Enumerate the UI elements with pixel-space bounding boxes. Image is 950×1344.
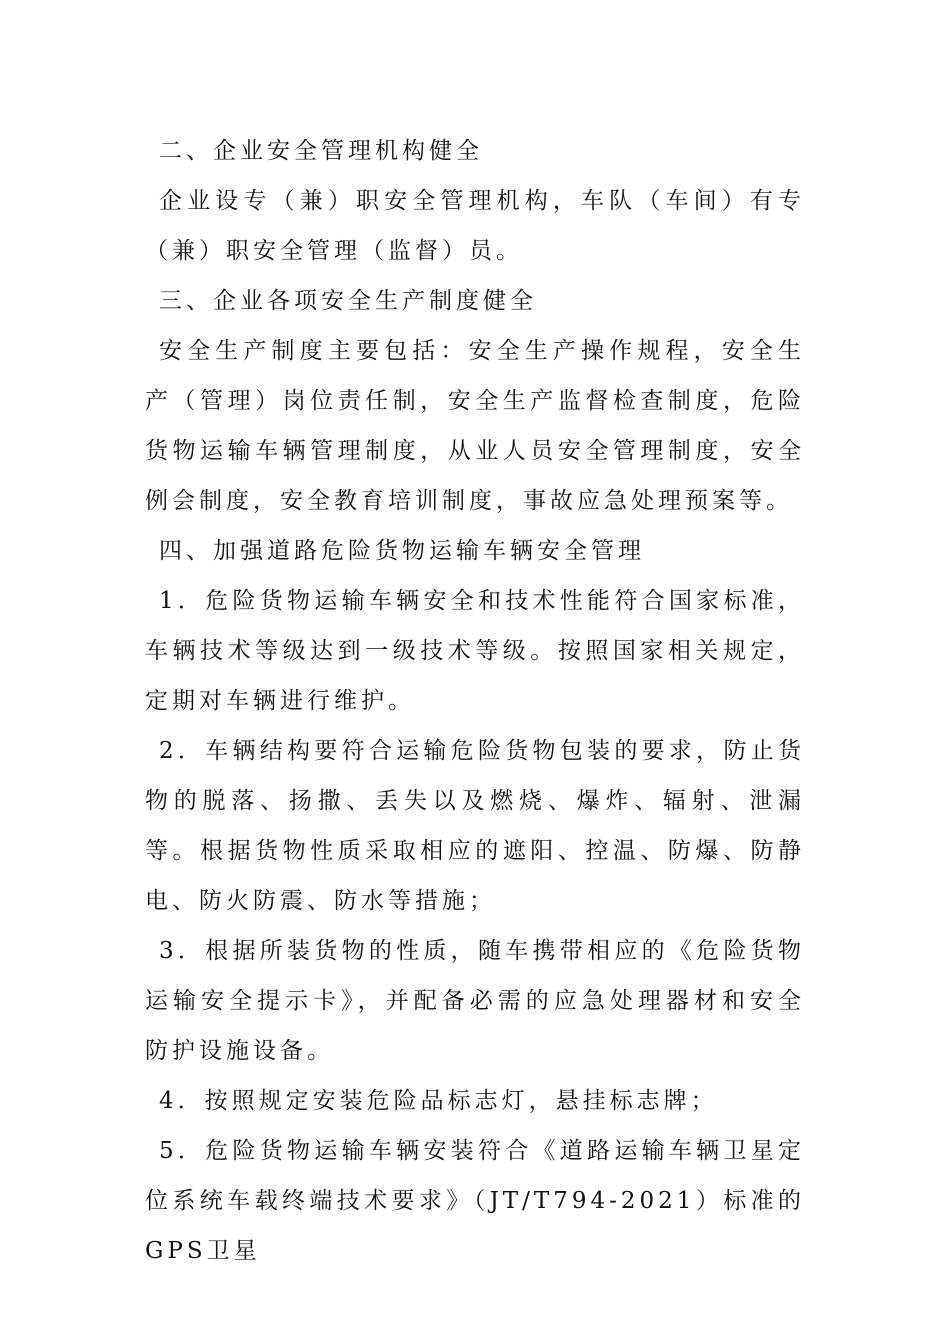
list-item-4: 4．按照规定安装危险品标志灯，悬挂标志牌； [159,1088,718,1114]
section-heading-4: 四、加强道路危险货物运输车辆安全管理 [159,538,645,564]
paragraph-safety-organization: 企业设专（兼）职安全管理机构，车队（车间）有专（兼）职安全管理（监督）员。 [145,188,805,264]
list-item-5: 5．危险货物运输车辆安装符合《道路运输车辆卫星定位系统车载终端技术要求》（JT/T794-2021）标准的GPS卫星 [145,1138,805,1264]
list-item-2: 2．车辆结构要符合运输危险货物包装的要求，防止货物的脱落、扬撒、丢失以及燃烧、爆炸、辐射、泄漏等。根据货物性质采取相应的遮阳、控温、防爆、防静电、防火防震、防水等措施； [145,738,805,914]
list-item-3: 3．根据所装货物的性质，随车携带相应的《危险货物运输安全提示卡》，并配备必需的应急处理器材和安全防护设施设备。 [145,938,805,1064]
list-item-1: 1．危险货物运输车辆安全和技术性能符合国家标准，车辆技术等级达到一级技术等级。按照国家相关规定，定期对车辆进行维护。 [145,588,805,714]
section-heading-2: 二、企业安全管理机构健全 [159,138,483,164]
section-heading-3: 三、企业各项安全生产制度健全 [159,288,537,314]
document-body [145,126,805,1276]
paragraph-safety-rules: 安全生产制度主要包括：安全生产操作规程，安全生产（管理）岗位责任制，安全生产监督检查制度，危险货物运输车辆管理制度，从业人员安全管理制度，安全例会制度，安全教育培训制度，事故应急处理预案等。 [145,338,805,514]
